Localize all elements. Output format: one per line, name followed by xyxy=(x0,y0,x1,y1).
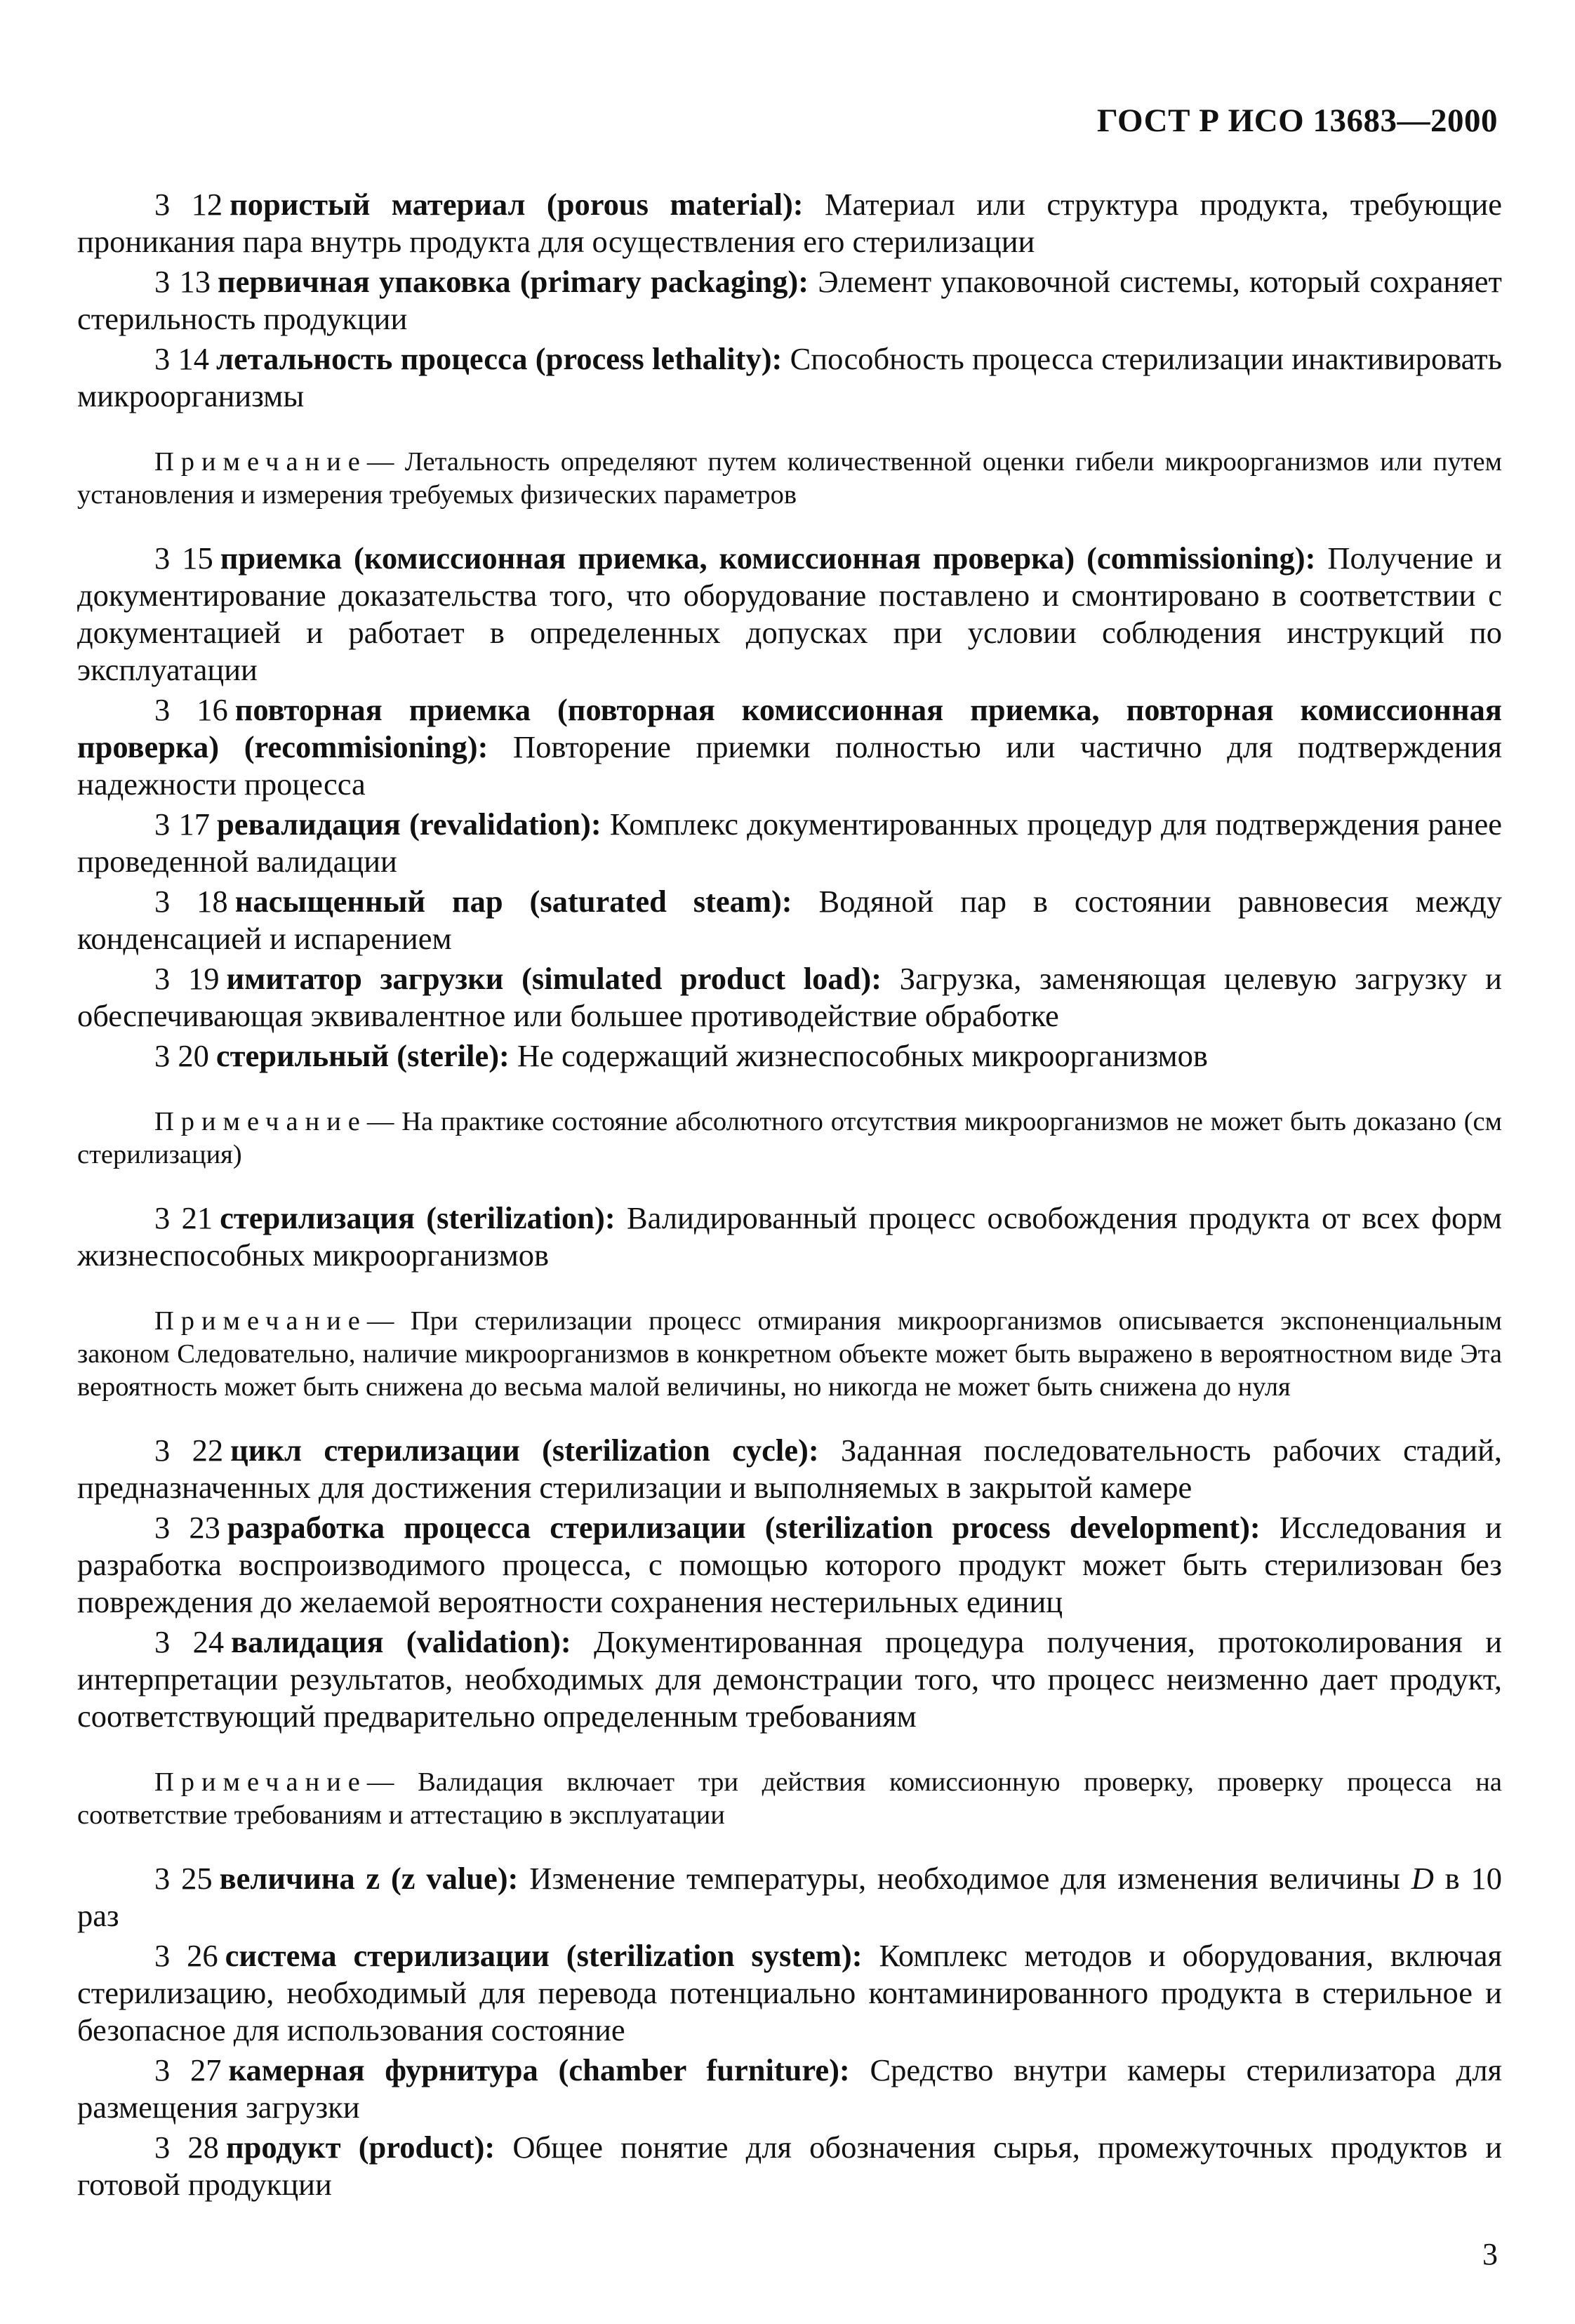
definition-number: 3 23 xyxy=(154,1510,220,1545)
note-text: — На практике состояние абсолютного отсутствия микроорганизмов не может быть доказано (см стерилизация) xyxy=(77,1107,1502,1169)
definition-number: 3 20 xyxy=(154,1038,209,1073)
definition-term: разработка процесса стерилизации (sterilization process development): xyxy=(227,1510,1261,1545)
note-validation xyxy=(77,1766,1502,1832)
definition-text: Исследования и разработка воспроизводимого процесса, с помощью которого продукт может быть стерилизован без повреждения до желаемой вероятности сохранения нестерильных единиц xyxy=(77,1510,1503,1619)
definition-term: имитатор загрузки (simulated product load): xyxy=(226,961,882,996)
definition-3-14 xyxy=(77,340,1502,415)
definition-3-15 xyxy=(77,540,1502,689)
note-label: Примечание xyxy=(154,1306,367,1336)
definition-number: 3 21 xyxy=(154,1200,213,1235)
note-text: — При стерилизации процесс отмирания микроорганизмов описывается экспоненциальным законом Следовательно, наличие микроорганизмов в конкретном объекте может быть выражено в вероятностном виде Эта вероятность может быть снижена до весьма малой величины, но никогда не может быть снижена до нуля xyxy=(77,1306,1502,1402)
definition-text: Изменение температуры, необходимое для изменения величины xyxy=(518,1861,1411,1896)
definition-number: 3 17 xyxy=(154,806,210,842)
definition-3-19 xyxy=(77,960,1502,1035)
definition-3-28 xyxy=(77,2129,1502,2203)
definition-term: летальность процесса (process lethality): xyxy=(216,341,783,376)
definition-3-25 xyxy=(77,1860,1502,1934)
definition-term: стерилизация (sterilization): xyxy=(220,1200,616,1235)
definition-term: первичная упаковка (primary packaging): xyxy=(217,264,809,299)
definition-number: 3 24 xyxy=(154,1624,225,1659)
definition-number: 3 18 xyxy=(154,884,228,919)
definition-text: Заданная последовательность рабочих стадий, предназначенных для достижения стерилизации и выполняемых в закрытой камере xyxy=(77,1433,1503,1505)
note-sterile xyxy=(77,1105,1502,1171)
definition-3-22 xyxy=(77,1432,1502,1506)
page-number: 3 xyxy=(1482,2237,1498,2271)
definition-term: ревалидация (revalidation): xyxy=(216,806,602,842)
note-sterilization xyxy=(77,1305,1502,1404)
definition-text: Не содержащий жизнеспособных микроорганизмов xyxy=(509,1038,1208,1073)
definition-number: 3 22 xyxy=(154,1433,224,1468)
definition-term: система стерилизации (sterilization system): xyxy=(225,1938,863,1973)
definition-text-continued: в 10 раз xyxy=(77,1861,1503,1933)
definition-term: цикл стерилизации (sterilization cycle): xyxy=(230,1433,819,1468)
note-label: Примечание xyxy=(154,447,367,477)
note-label: Примечание xyxy=(154,1107,367,1136)
note-text: — Летальность определяют путем количественной оценки гибели микроорганизмов или путем установления и измерения требуемых физических параметров xyxy=(77,447,1502,510)
note-text: — Валидация включает три действия комиссионную проверку, проверку процесса на соответствие требованиям и аттестацию в эксплуатации xyxy=(77,1767,1502,1830)
definition-number: 3 27 xyxy=(154,2052,222,2087)
definition-number: 3 16 xyxy=(154,692,228,727)
definition-term: приемка (комиссионная приемка, комиссионная проверка) (commissioning): xyxy=(220,540,1316,576)
definition-term: пористый материал (porous material): xyxy=(230,187,804,222)
definition-3-17 xyxy=(77,806,1502,880)
note-process-lethality xyxy=(77,446,1502,512)
definition-text: Средство внутри камеры стерилизатора для размещения загрузки xyxy=(77,2052,1503,2125)
definition-text: Материал или структура продукта, требующие проникания пара внутрь продукта для осуществления его стерилизации xyxy=(77,187,1503,259)
definition-3-20 xyxy=(77,1037,1502,1075)
definition-text: Документированная процедура получения, протоколирования и интерпретации результатов, необходимых для демонстрации того, что процесс неизменно дает продукт, соответствующий предварительно определенным требованиям xyxy=(77,1624,1503,1734)
definition-term: валидация (validation): xyxy=(231,1624,571,1659)
definition-term: насыщенный пар (saturated steam): xyxy=(234,884,792,919)
definition-3-26 xyxy=(77,1937,1502,2049)
definition-number: 3 12 xyxy=(154,187,223,222)
definition-term: камерная фурнитура (chamber furniture): xyxy=(228,2052,850,2087)
definition-3-18 xyxy=(77,883,1502,957)
definition-text: Валидированный процесс освобождения продукта от всех форм жизнеспособных микроорганизмов xyxy=(77,1200,1503,1273)
definition-text: Повторение приемки полностью или частично для подтверждения надежности процесса xyxy=(77,729,1502,802)
note-label: Примечание xyxy=(154,1767,367,1797)
definition-3-24 xyxy=(77,1624,1502,1735)
definition-text: Комплекс документированных процедур для подтверждения ранее проведенной валидации xyxy=(77,806,1502,879)
definition-text: Способность процесса стерилизации инактивировать микроорганизмы xyxy=(77,341,1503,413)
definition-number: 3 26 xyxy=(154,1938,218,1973)
definition-text: Общее понятие для обозначения сырья, промежуточных продуктов и готовой продукции xyxy=(77,2130,1503,2202)
definition-3-12 xyxy=(77,186,1502,260)
definitions-body xyxy=(77,186,1502,2206)
definition-3-27 xyxy=(77,2052,1502,2126)
definition-term: продукт (product): xyxy=(225,2130,496,2165)
definition-3-23 xyxy=(77,1509,1502,1621)
definition-3-16 xyxy=(77,691,1502,803)
definition-number: 3 25 xyxy=(154,1861,213,1896)
definition-term: величина z (z value): xyxy=(219,1861,519,1896)
definition-number: 3 13 xyxy=(154,264,211,299)
definition-number: 3 15 xyxy=(154,540,213,576)
definition-term: стерильный (sterile): xyxy=(215,1038,510,1073)
definition-term: повторная приемка (повторная комиссионная приемка, повторная комиссионная проверка) (recommisioning): xyxy=(77,692,1503,764)
definition-text: Загрузка, заменяющая целевую загрузку и обеспечивающая эквивалентное или большее противодействие обработке xyxy=(77,961,1503,1033)
definition-3-13 xyxy=(77,263,1502,338)
definition-number: 3 14 xyxy=(154,341,210,376)
symbol-d: D xyxy=(1411,1861,1434,1896)
definition-text: Получение и документирование доказательства того, что оборудование поставлено и смонтировано в соответствии с документацией и работает в определенных допусках при условии соблюдения инструкций по эксплуатации xyxy=(77,540,1502,687)
definition-3-21 xyxy=(77,1200,1502,1274)
definition-text: Водяной пар в состоянии равновесия между конденсацией и испарением xyxy=(77,884,1503,956)
standard-header: ГОСТ Р ИСО 13683—2000 xyxy=(1096,102,1498,139)
definition-number: 3 28 xyxy=(154,2130,219,2165)
definition-number: 3 19 xyxy=(154,961,220,996)
definition-text: Элемент упаковочной системы, который сохраняет стерильность продукции xyxy=(77,264,1502,336)
definition-text: Комплекс методов и оборудования, включая стерилизацию, необходимый для перевода потенциально контаминированного продукта в стерильное и безопасное для использования состояние xyxy=(77,1938,1502,2047)
